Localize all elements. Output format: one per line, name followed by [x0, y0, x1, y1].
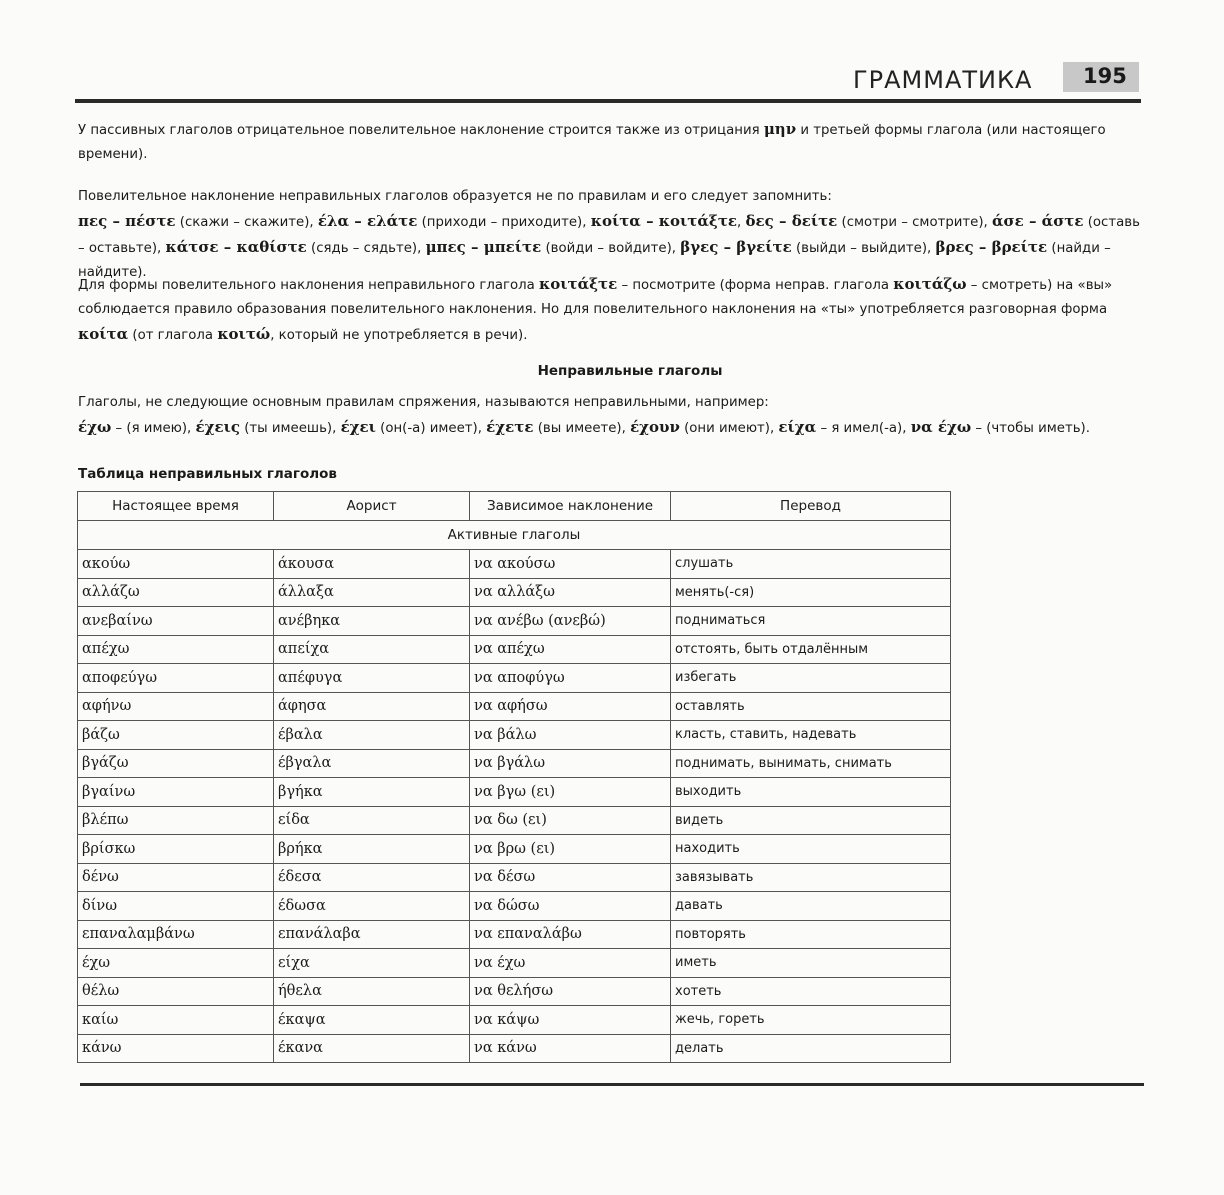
- cell-aorist: άκουσα: [274, 550, 470, 579]
- cell-subjunctive: να βγω (ει): [470, 778, 671, 807]
- cell-present: επαναλαμβάνω: [78, 920, 274, 949]
- cell-aorist: απέφυγα: [274, 664, 470, 693]
- cell-subjunctive: να ανέβω (ανεβώ): [470, 607, 671, 636]
- greek-term: έχει: [340, 418, 376, 436]
- cell-subjunctive: να αποφύγω: [470, 664, 671, 693]
- paragraph-irregular-imperative: Повелительное наклонение неправильных глаголов образуется не по правилам и его следует запомнить: πες – πέστε (скажи – скажите), έλα – ελάτε (приходи – приходите), κοίτα – κοιτάξτε, δες – δείτε (смотри – смотрите), άσε – άστε (оставь – оставьте), κάτσε – καθίστε (сядь – сядьте), μπες – μπείτε (войди – войдите), βγες – βγείτε (выйди – выйдите), βρες – βρείτε (найди – найдите).: [78, 189, 1140, 280]
- cell-aorist: ήθελα: [274, 977, 470, 1006]
- cell-subjunctive: να επαναλάβω: [470, 920, 671, 949]
- table-row: [78, 806, 951, 835]
- greek-term: έχουν: [630, 418, 680, 436]
- table-row: [78, 550, 951, 579]
- cell-aorist: έβγαλα: [274, 749, 470, 778]
- cell-present: βρίσκω: [78, 835, 274, 864]
- cell-aorist: είδα: [274, 806, 470, 835]
- cell-present: απέχω: [78, 635, 274, 664]
- table-section-row: [78, 521, 951, 550]
- cell-aorist: βρήκα: [274, 835, 470, 864]
- greek-term: δες – δείτε: [745, 212, 838, 230]
- section-heading: Неправильные глаголы: [537, 363, 723, 379]
- cell-translation: завязывать: [671, 863, 951, 892]
- cell-aorist: έκαψα: [274, 1006, 470, 1035]
- cell-present: βλέπω: [78, 806, 274, 835]
- greek-term: έχω: [78, 418, 112, 436]
- cell-present: θέλω: [78, 977, 274, 1006]
- cell-aorist: είχα: [274, 949, 470, 978]
- greek-term: κοιτάζω: [893, 275, 967, 293]
- cell-subjunctive: να βάλω: [470, 721, 671, 750]
- table-row: [78, 1006, 951, 1035]
- cell-subjunctive: να δέσω: [470, 863, 671, 892]
- table-header-row: [78, 492, 951, 521]
- cell-aorist: έδωσα: [274, 892, 470, 921]
- cell-translation: делать: [671, 1034, 951, 1063]
- cell-aorist: έβαλα: [274, 721, 470, 750]
- cell-translation: жечь, гореть: [671, 1006, 951, 1035]
- cell-subjunctive: να αφήσω: [470, 692, 671, 721]
- cell-subjunctive: να κάψω: [470, 1006, 671, 1035]
- table-row: [78, 578, 951, 607]
- cell-aorist: άλλαξα: [274, 578, 470, 607]
- table-row: [78, 1034, 951, 1063]
- cell-present: βγάζω: [78, 749, 274, 778]
- table-row: [78, 692, 951, 721]
- cell-translation: менять(-ся): [671, 578, 951, 607]
- table-row: [78, 607, 951, 636]
- greek-term: βγες – βγείτε: [680, 238, 792, 256]
- cell-aorist: βγήκα: [274, 778, 470, 807]
- table-row: [78, 778, 951, 807]
- cell-translation: оставлять: [671, 692, 951, 721]
- cell-subjunctive: να κάνω: [470, 1034, 671, 1063]
- cell-subjunctive: να ακούσω: [470, 550, 671, 579]
- cell-present: βάζω: [78, 721, 274, 750]
- paragraph-koitaxte: Для формы повелительного наклонения неправильного глагола κοιτάξτε – посмотрите (форма неправ. глагола κοιτάζω – смотреть) на «вы» соблюдается правило образования повелительного наклонения. Но для повелительного наклонения на «ты» употребляется разговорная форма κοίτα (от глагола κοιτώ, который не употребляется в речи).: [78, 275, 1113, 343]
- column-header-present: Настоящее время: [78, 492, 274, 521]
- cell-translation: поднимать, вынимать, снимать: [671, 749, 951, 778]
- cell-translation: видеть: [671, 806, 951, 835]
- table-title: Таблица неправильных глаголов: [78, 466, 337, 482]
- cell-present: δίνω: [78, 892, 274, 921]
- cell-translation: класть, ставить, надевать: [671, 721, 951, 750]
- paragraph-passive-imperative: У пассивных глаголов отрицательное повелительное наклонение строится также из отрицания μην и третьей формы глагола (или настоящего времени).: [78, 120, 1106, 162]
- cell-subjunctive: να αλλάξω: [470, 578, 671, 607]
- greek-term: έχετε: [486, 418, 534, 436]
- cell-aorist: άφησα: [274, 692, 470, 721]
- greek-term: είχα: [778, 418, 817, 436]
- cell-aorist: ανέβηκα: [274, 607, 470, 636]
- cell-aorist: απείχα: [274, 635, 470, 664]
- cell-translation: слушать: [671, 550, 951, 579]
- cell-present: αλλάζω: [78, 578, 274, 607]
- cell-aorist: έκανα: [274, 1034, 470, 1063]
- table-row: [78, 635, 951, 664]
- cell-subjunctive: να βρω (ει): [470, 835, 671, 864]
- table-row: [78, 920, 951, 949]
- cell-present: ακούω: [78, 550, 274, 579]
- cell-present: κάνω: [78, 1034, 274, 1063]
- footer-rule: [80, 1083, 1144, 1086]
- cell-present: ανεβαίνω: [78, 607, 274, 636]
- table-row: [78, 664, 951, 693]
- greek-term: κοίτα: [78, 325, 129, 343]
- cell-subjunctive: να έχω: [470, 949, 671, 978]
- cell-subjunctive: να βγάλω: [470, 749, 671, 778]
- greek-term: κοιτάξτε: [538, 275, 618, 293]
- table-row: [78, 749, 951, 778]
- section-label: Активные глаголы: [78, 521, 951, 550]
- greek-term: κοίτα – κοιτάξτε: [590, 212, 738, 230]
- greek-term: πες – πέστε: [78, 212, 176, 230]
- cell-translation: подниматься: [671, 607, 951, 636]
- greek-term: άσε – άστε: [992, 212, 1084, 230]
- greek-term: κάτσε – καθίστε: [165, 238, 307, 256]
- cell-subjunctive: να δώσω: [470, 892, 671, 921]
- cell-translation: отстоять, быть отдалённым: [671, 635, 951, 664]
- table-row: [78, 835, 951, 864]
- column-header-aorist: Аорист: [274, 492, 470, 521]
- greek-term: κοιτώ: [217, 325, 271, 343]
- greek-term: μπες – μπείτε: [425, 238, 542, 256]
- cell-present: αφήνω: [78, 692, 274, 721]
- cell-translation: повторять: [671, 920, 951, 949]
- greek-term: βρες – βρείτε: [935, 238, 1048, 256]
- cell-subjunctive: να θελήσω: [470, 977, 671, 1006]
- greek-term: έλα – ελάτε: [317, 212, 418, 230]
- column-header-subjunctive: Зависимое наклонение: [470, 492, 671, 521]
- paragraph-irregular-examples: Глаголы, не следующие основным правилам спряжения, называются неправильными, например: έχω – (я имею), έχεις (ты имеешь), έχει (он(-а) имеет), έχετε (вы имеете), έχουν (они имеют), είχα – я имел(-а), να έχω – (чтобы иметь).: [78, 395, 1090, 436]
- table-row: [78, 977, 951, 1006]
- table-row: [78, 949, 951, 978]
- cell-translation: иметь: [671, 949, 951, 978]
- table-row: [78, 892, 951, 921]
- cell-present: δένω: [78, 863, 274, 892]
- cell-subjunctive: να δω (ει): [470, 806, 671, 835]
- cell-present: έχω: [78, 949, 274, 978]
- table-row: [78, 863, 951, 892]
- cell-subjunctive: να απέχω: [470, 635, 671, 664]
- table-row: [78, 721, 951, 750]
- greek-term: μην: [763, 120, 797, 138]
- cell-translation: давать: [671, 892, 951, 921]
- header-rule: [75, 99, 1141, 103]
- cell-present: αποφεύγω: [78, 664, 274, 693]
- cell-aorist: επανάλαβα: [274, 920, 470, 949]
- page-number: 195: [1083, 64, 1127, 88]
- cell-translation: находить: [671, 835, 951, 864]
- column-header-translation: Перевод: [671, 492, 951, 521]
- greek-term: να έχω: [910, 418, 972, 436]
- irregular-verbs-table: [77, 491, 951, 1063]
- cell-translation: выходить: [671, 778, 951, 807]
- cell-translation: хотеть: [671, 977, 951, 1006]
- cell-present: καίω: [78, 1006, 274, 1035]
- running-header-title: ГРАММАТИКА: [853, 66, 1033, 94]
- cell-present: βγαίνω: [78, 778, 274, 807]
- greek-term: έχεις: [195, 418, 240, 436]
- cell-aorist: έδεσα: [274, 863, 470, 892]
- cell-translation: избегать: [671, 664, 951, 693]
